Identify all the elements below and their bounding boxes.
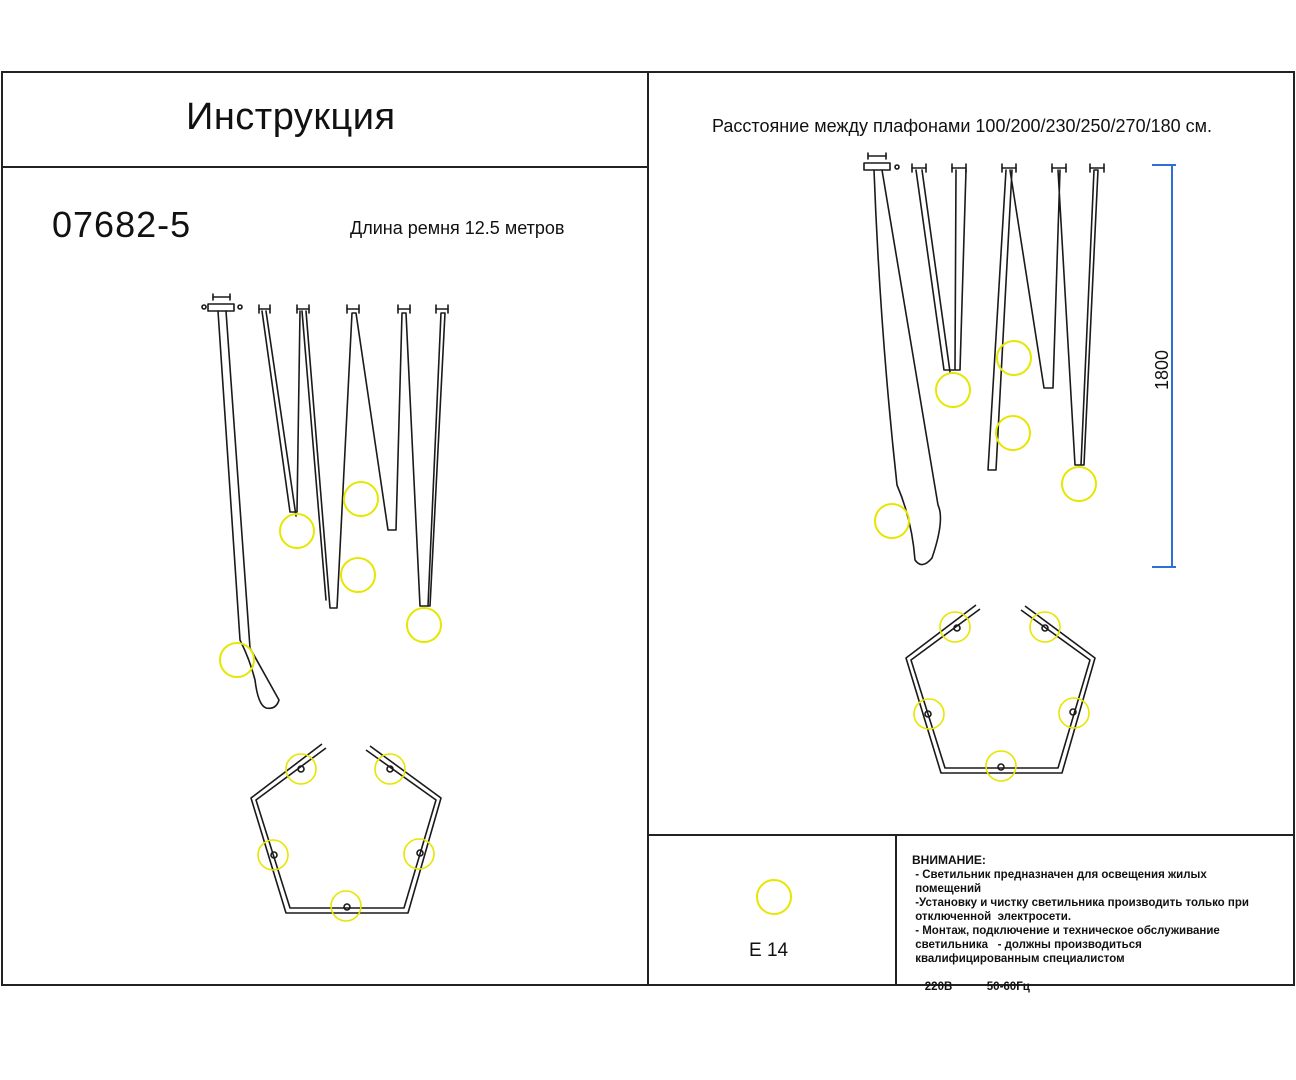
- voltage-value: 220В: [924, 981, 953, 993]
- bulb-icon: [757, 880, 791, 914]
- bulb-icon: [914, 699, 944, 729]
- warning-line: квалифицированным специалистом: [912, 953, 1125, 965]
- strap-path: [874, 170, 1098, 565]
- bulb-icon: [875, 504, 909, 538]
- right-top-bulbs: [914, 612, 1089, 781]
- height-dimension-label: 1800: [1152, 349, 1172, 390]
- strap-path: [218, 311, 445, 708]
- bulb-icon: [996, 416, 1030, 450]
- bulb-icon: [407, 608, 441, 642]
- left-side-view-diagram: [202, 294, 448, 708]
- strap-length-label: Длина ремня 12.5 метров: [350, 218, 565, 238]
- model-number: 07682-5: [52, 204, 192, 245]
- ceiling-canopy-icon: [202, 294, 242, 311]
- frequency-value: 50-60Гц: [986, 981, 1030, 993]
- bulb-icon: [344, 482, 378, 516]
- bulb-icon: [936, 373, 970, 407]
- right-top-view-diagram: [906, 605, 1095, 773]
- frame-lines: [2, 72, 1294, 985]
- left-bulbs: [220, 482, 441, 677]
- right-bulbs: [875, 341, 1096, 538]
- lamp-base-label: E 14: [749, 940, 789, 961]
- left-top-view-diagram: [251, 744, 441, 913]
- page-title: Инструкция: [186, 96, 396, 138]
- bulb-icon: [986, 751, 1016, 781]
- warning-heading: ВНИМАНИЕ:: [912, 853, 986, 867]
- warning-line: -Установку и чистку светильника производить только при: [912, 897, 1249, 909]
- bulb-icon: [404, 839, 434, 869]
- bulb-icon: [1062, 467, 1096, 501]
- warning-line: - Светильник предназначен для освещения жилых: [912, 869, 1207, 881]
- warning-line: светильника - должны производиться: [912, 939, 1142, 951]
- strap-anchor-icon: [912, 164, 1104, 172]
- warning-block: [912, 853, 1249, 1008]
- ceiling-canopy-icon: [864, 153, 899, 170]
- bulb-icon: [280, 514, 314, 548]
- bulb-icon: [331, 891, 361, 921]
- warning-line: отключенной электросети.: [912, 911, 1072, 923]
- bulb-icon: [286, 754, 316, 784]
- right-side-view-diagram: [864, 153, 1104, 565]
- warning-line: помещений: [912, 883, 982, 895]
- strap-anchor-icon: [259, 305, 448, 313]
- power-spec: [912, 966, 1249, 1008]
- bulb-icon: [341, 558, 375, 592]
- shade-distance-label: Расстояние между плафонами 100/200/230/250/270/180 см.: [712, 116, 1212, 136]
- warning-line: - Монтаж, подключение и техническое обслуживание: [912, 925, 1220, 937]
